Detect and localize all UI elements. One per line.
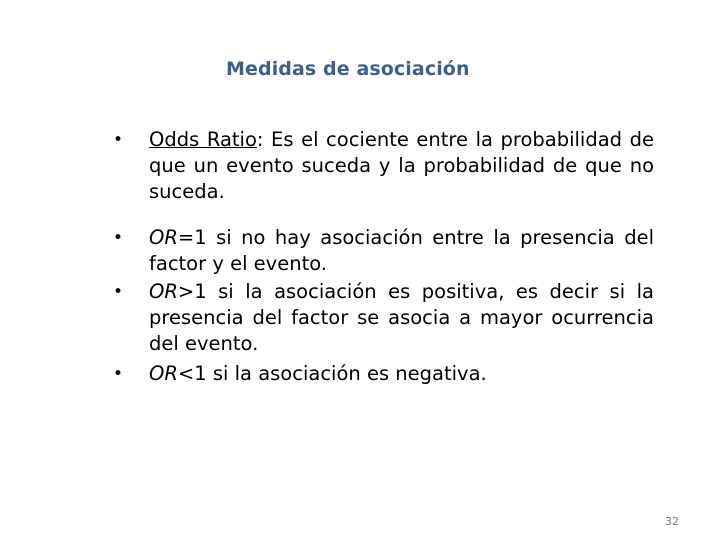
bullet-or-equal bbox=[113, 225, 654, 277]
bullet-or-greater bbox=[113, 279, 654, 357]
bullet-icon: • bbox=[113, 130, 124, 150]
bullet-odds-ratio bbox=[113, 127, 654, 205]
term-odds-ratio: Odds Ratio bbox=[149, 128, 257, 151]
bullet-icon: • bbox=[113, 282, 124, 302]
bullet-text: <1 si la asociación es negativa. bbox=[177, 362, 487, 385]
bullet-or-less bbox=[113, 361, 654, 387]
term-or: OR bbox=[149, 226, 178, 249]
bullet-icon: • bbox=[113, 228, 124, 248]
bullet-text: >1 si la asociación es positiva, es decir si la presencia del factor se asocia a mayor ocurrencia del evento. bbox=[149, 280, 654, 355]
page-number: 32 bbox=[665, 515, 679, 528]
term-or: OR bbox=[149, 280, 178, 303]
term-or: OR bbox=[149, 362, 178, 385]
bullet-list bbox=[113, 127, 654, 387]
bullet-icon: • bbox=[113, 364, 124, 384]
bullet-text: : Es el cociente entre la probabilidad de que un evento suceda y la probabilidad de que no suceda. bbox=[149, 128, 654, 203]
slide-title: Medidas de asociación bbox=[226, 58, 470, 80]
bullet-text: =1 si no hay asociación entre la presencia del factor y el evento. bbox=[149, 226, 654, 275]
